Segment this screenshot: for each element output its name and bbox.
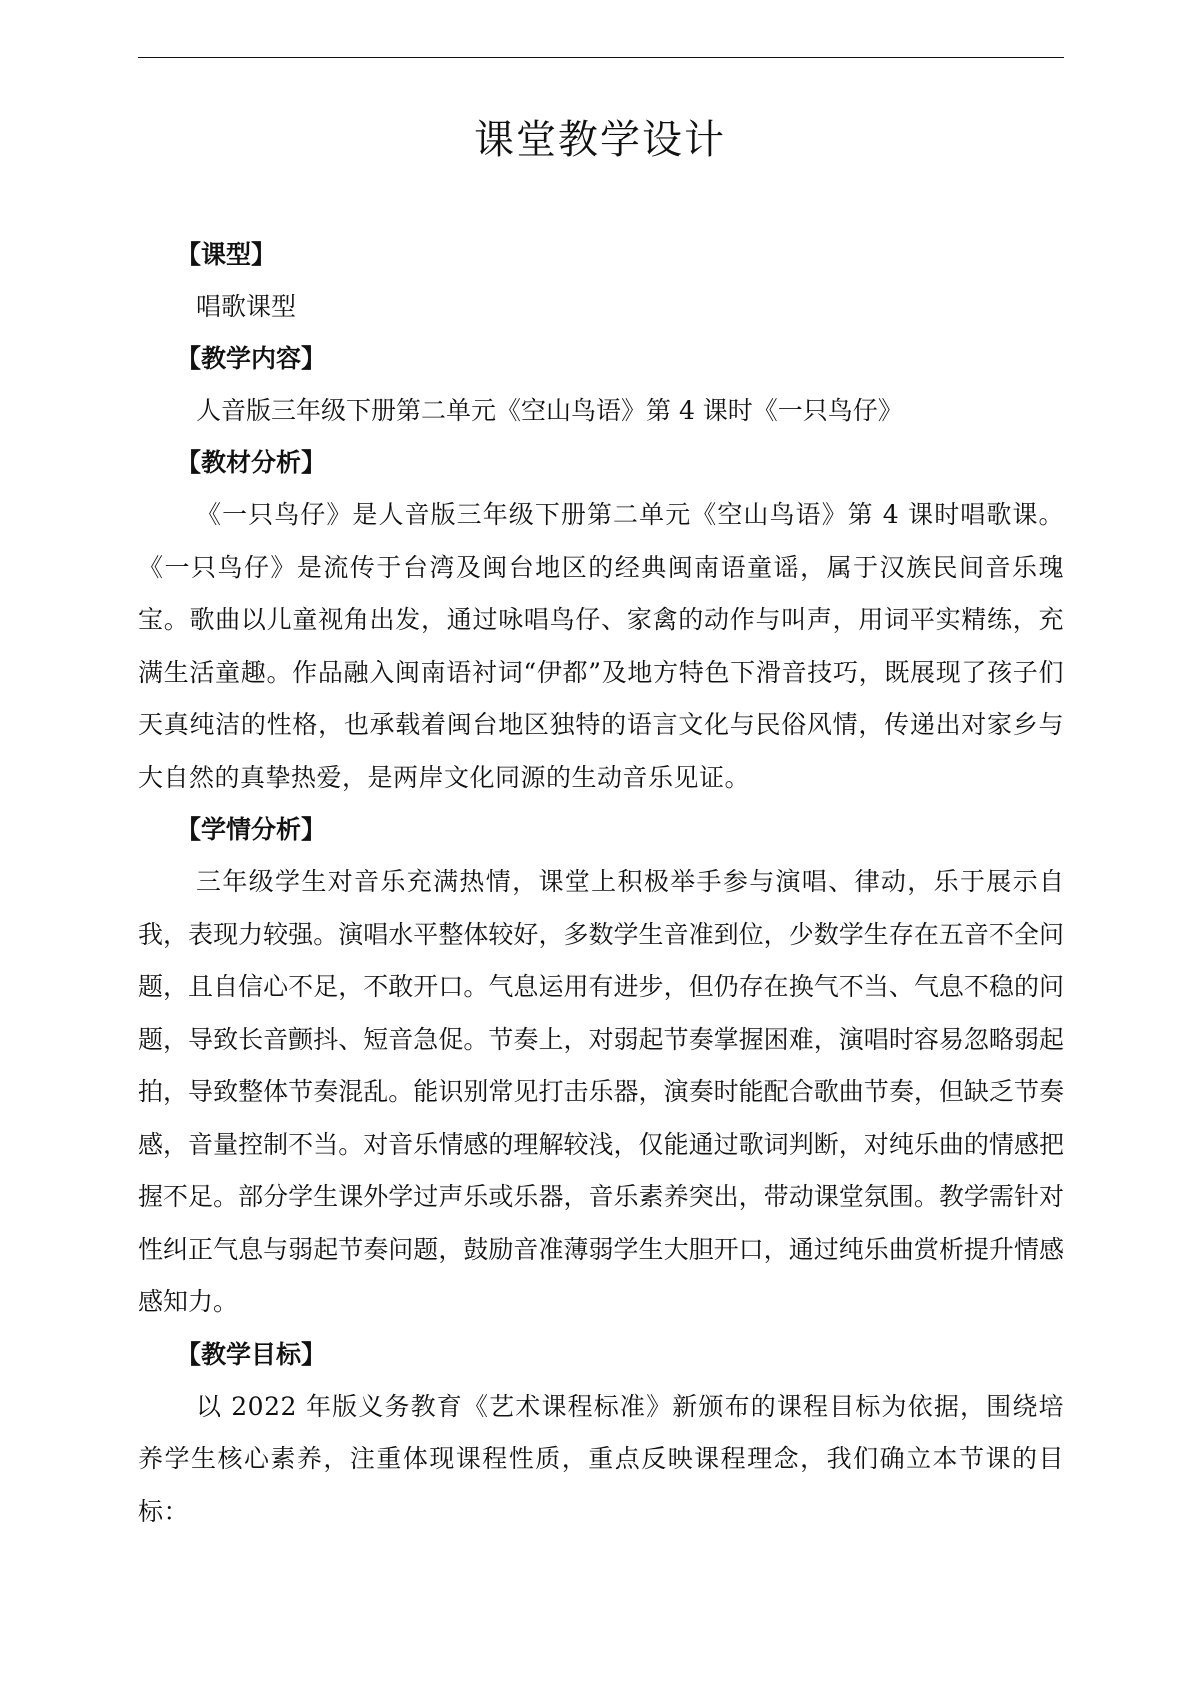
section-body-teaching-content: 人音版三年级下册第二单元《空山鸟语》第 4 课时《一只鸟仔》	[196, 396, 903, 425]
section-heading-teaching-goals: 【教学目标】	[176, 1339, 327, 1369]
section-heading-material-analysis: 【教材分析】	[176, 448, 327, 477]
section-body-course-type: 唱歌课型	[196, 292, 297, 321]
section-body-material-analysis: 《一只鸟仔》是人音版三年级下册第二单元《空山鸟语》第 4 课时唱歌课。《一只鸟仔》是流传于台湾及闽台地区的经典闽南语童谣，属于汉族民间音乐瑰宝。歌曲以儿童视角出发，通过咏唱鸟仔、家禽的动作与叫声，用词平实精练，充满生活童趣。作品融入闽南语衬词“伊都”及地方特色下滑音技巧，既展现了孩子们天真纯洁的性格，也承载着闽台地区独特的语言文化与民俗风情，传递出对家乡与大自然的真挚热爱，是两岸文化同源的生动音乐见证。	[138, 500, 1064, 792]
document-title: 课堂教学设计	[474, 117, 726, 163]
section-body-student-analysis: 三年级学生对音乐充满热情，课堂上积极举手参与演唱、律动，乐于展示自我，表现力较强。演唱水平整体较好，多数学生音准到位，少数学生存在五音不全问题，且自信心不足，不敢开口。气息运用有进步，但仍存在换气不当、气息不稳的问题，导致长音颤抖、短音急促。节奏上，对弱起节奏掌握困难，演唱时容易忽略弱起拍，导致整体节奏混乱。能识别常见打击乐器，演奏时能配合歌曲节奏，但缺乏节奏感，音量控制不当。对音乐情感的理解较浅，仅能通过歌词判断，对纯乐曲的情感把握不足。部分学生课外学过声乐或乐器，音乐素养突出，带动课堂氛围。教学需针对性纠正气息与弱起节奏问题，鼓励音准薄弱学生大胆开口，通过纯乐曲赏析提升情感感知力。	[138, 867, 1064, 1316]
section-heading-teaching-content: 【教学内容】	[176, 344, 327, 373]
section-body-teaching-goals: 以 2022 年版义务教育《艺术课程标准》新颁布的课程目标为依据，围绕培养学生核心素养，注重体现课程性质，重点反映课程理念，我们确立本节课的目标：	[138, 1391, 1064, 1526]
header-rule	[138, 57, 1064, 58]
section-heading-student-analysis: 【学情分析】	[176, 815, 327, 844]
section-heading-course-type: 【课型】	[176, 240, 277, 269]
document-body	[138, 229, 1064, 1538]
